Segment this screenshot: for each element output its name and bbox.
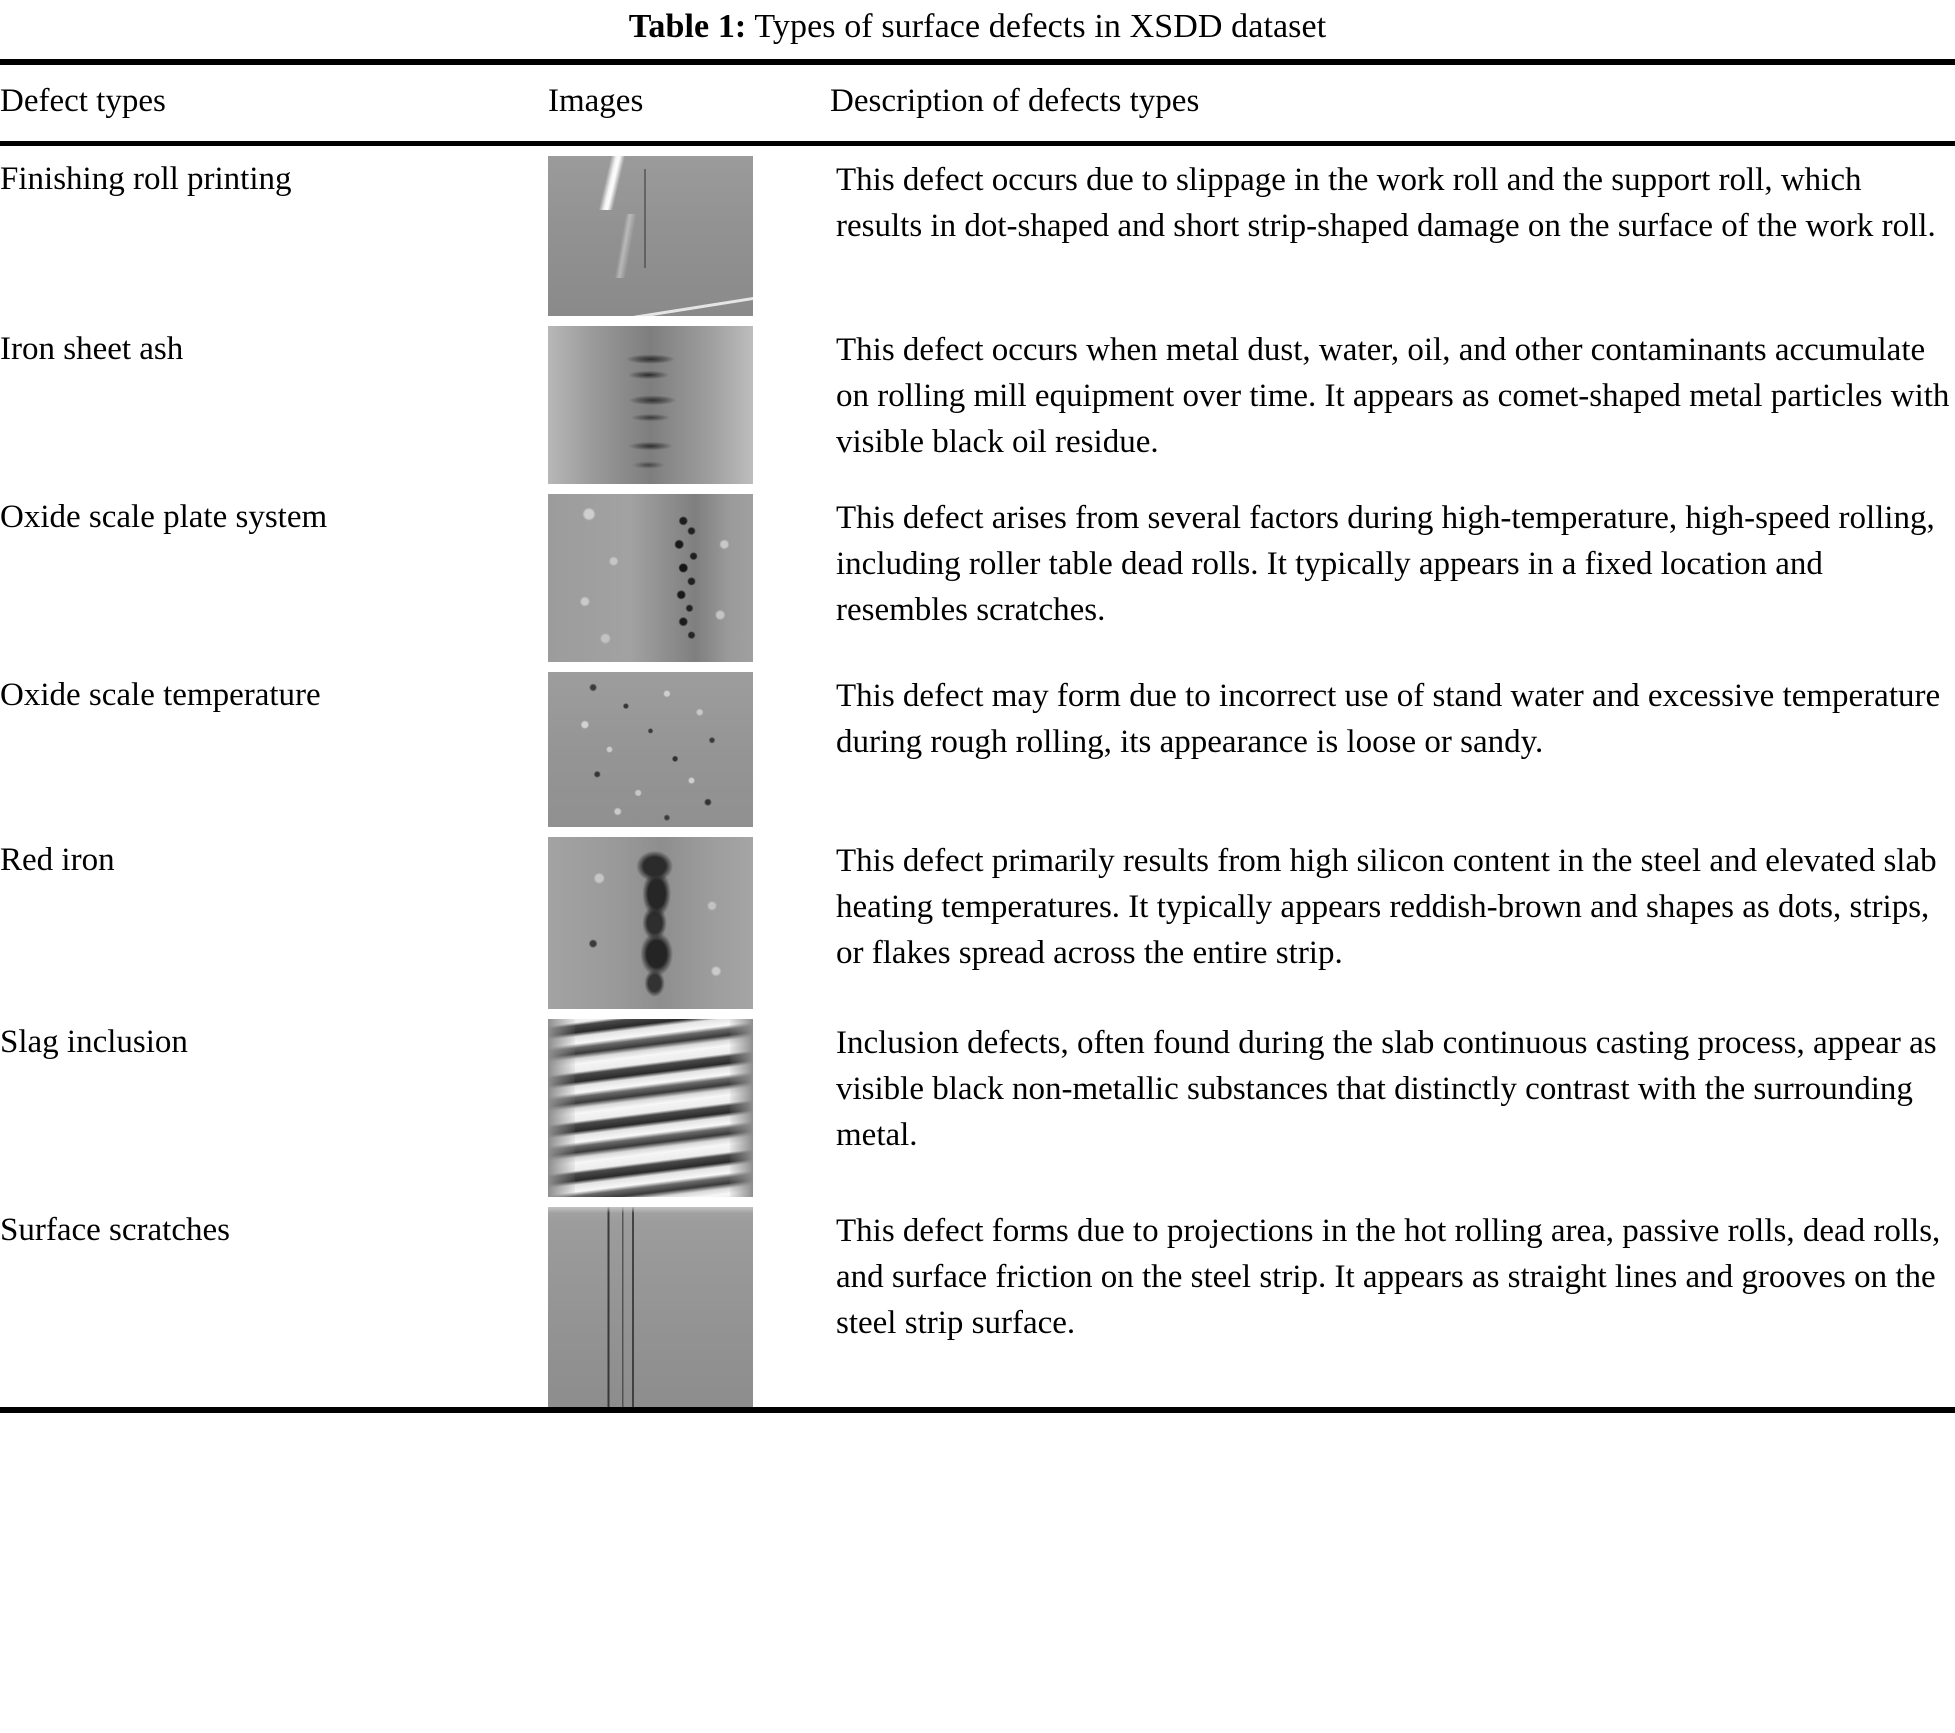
column-header-defect-types: Defect types	[0, 82, 166, 119]
defect-description-cell: This defect arises from several factors during high-temperature, high-speed rolling, including roller table dead rolls. It typically appears in a fixed location and resembles scratches.	[836, 500, 1935, 629]
iron-sheet-ash-image	[548, 326, 753, 484]
defect-image-cell	[548, 484, 830, 662]
table-caption-text: Types of surface defects in XSDD dataset	[754, 8, 1327, 45]
surface-defects-table-body	[0, 146, 1955, 1407]
defect-description-cell: Inclusion defects, often found during the slab continuous casting process, appear as visible black non-metallic substances that distinctly contrast with the surrounding metal.	[836, 1025, 1937, 1154]
defect-image-cell	[548, 146, 830, 316]
table-row	[0, 1009, 1955, 1197]
slag-inclusion-image	[548, 1019, 753, 1197]
table-row	[0, 1197, 1955, 1407]
table-body	[0, 146, 1955, 1407]
defect-description-cell: This defect occurs due to slippage in the work roll and the support roll, which results in dot-shaped and short strip-shaped damage on the surface of the work roll.	[836, 162, 1936, 245]
defect-type-cell: Oxide scale plate system	[0, 499, 328, 536]
table-row	[0, 484, 1955, 662]
table-row	[0, 146, 1955, 316]
defect-image-cell	[548, 316, 830, 484]
defect-type-cell: Slag inclusion	[0, 1024, 188, 1061]
defect-description-cell: This defect may form due to incorrect use of stand water and excessive temperature during rough rolling, its appearance is loose or sandy.	[836, 678, 1941, 761]
table-caption-label: Table 1:	[628, 8, 747, 45]
defect-description-cell: This defect primarily results from high silicon content in the steel and elevated slab heating temperatures. It typically appears reddish-brown and shapes as dots, strips, or flakes spread across the entire strip.	[836, 843, 1937, 972]
defect-image-cell	[548, 827, 830, 1009]
table-header-row	[0, 65, 1955, 142]
red-iron-image	[548, 837, 753, 1009]
oxide-scale-temperature-image	[548, 672, 753, 827]
defect-type-cell: Iron sheet ash	[0, 331, 184, 368]
surface-defects-table	[0, 65, 1955, 142]
table-bottom-rule	[0, 1407, 1955, 1413]
table-header	[0, 65, 1955, 142]
table-row	[0, 662, 1955, 827]
defect-type-cell: Oxide scale temperature	[0, 677, 321, 714]
table-caption	[0, 0, 1955, 59]
column-header-description: Description of defects types	[830, 82, 1200, 119]
table-row	[0, 316, 1955, 484]
finishing-roll-printing-image	[548, 156, 753, 316]
defect-image-cell	[548, 1009, 830, 1197]
defect-type-cell: Finishing roll printing	[0, 161, 292, 198]
defect-type-cell: Red iron	[0, 842, 115, 879]
column-header-images: Images	[548, 82, 644, 119]
oxide-scale-plate-system-image	[548, 494, 753, 662]
defect-image-cell	[548, 662, 830, 827]
defect-description-cell: This defect occurs when metal dust, water, oil, and other contaminants accumulate on rolling mill equipment over time. It appears as comet-shaped metal particles with visible black oil residue.	[836, 332, 1950, 461]
defect-type-cell: Surface scratches	[0, 1212, 230, 1249]
defect-image-cell	[548, 1197, 830, 1407]
table-row	[0, 827, 1955, 1009]
defect-description-cell: This defect forms due to projections in the hot rolling area, passive rolls, dead rolls, and surface friction on the steel strip. It appears as straight lines and grooves on the steel strip surface.	[836, 1213, 1941, 1342]
surface-scratches-image	[548, 1207, 753, 1407]
